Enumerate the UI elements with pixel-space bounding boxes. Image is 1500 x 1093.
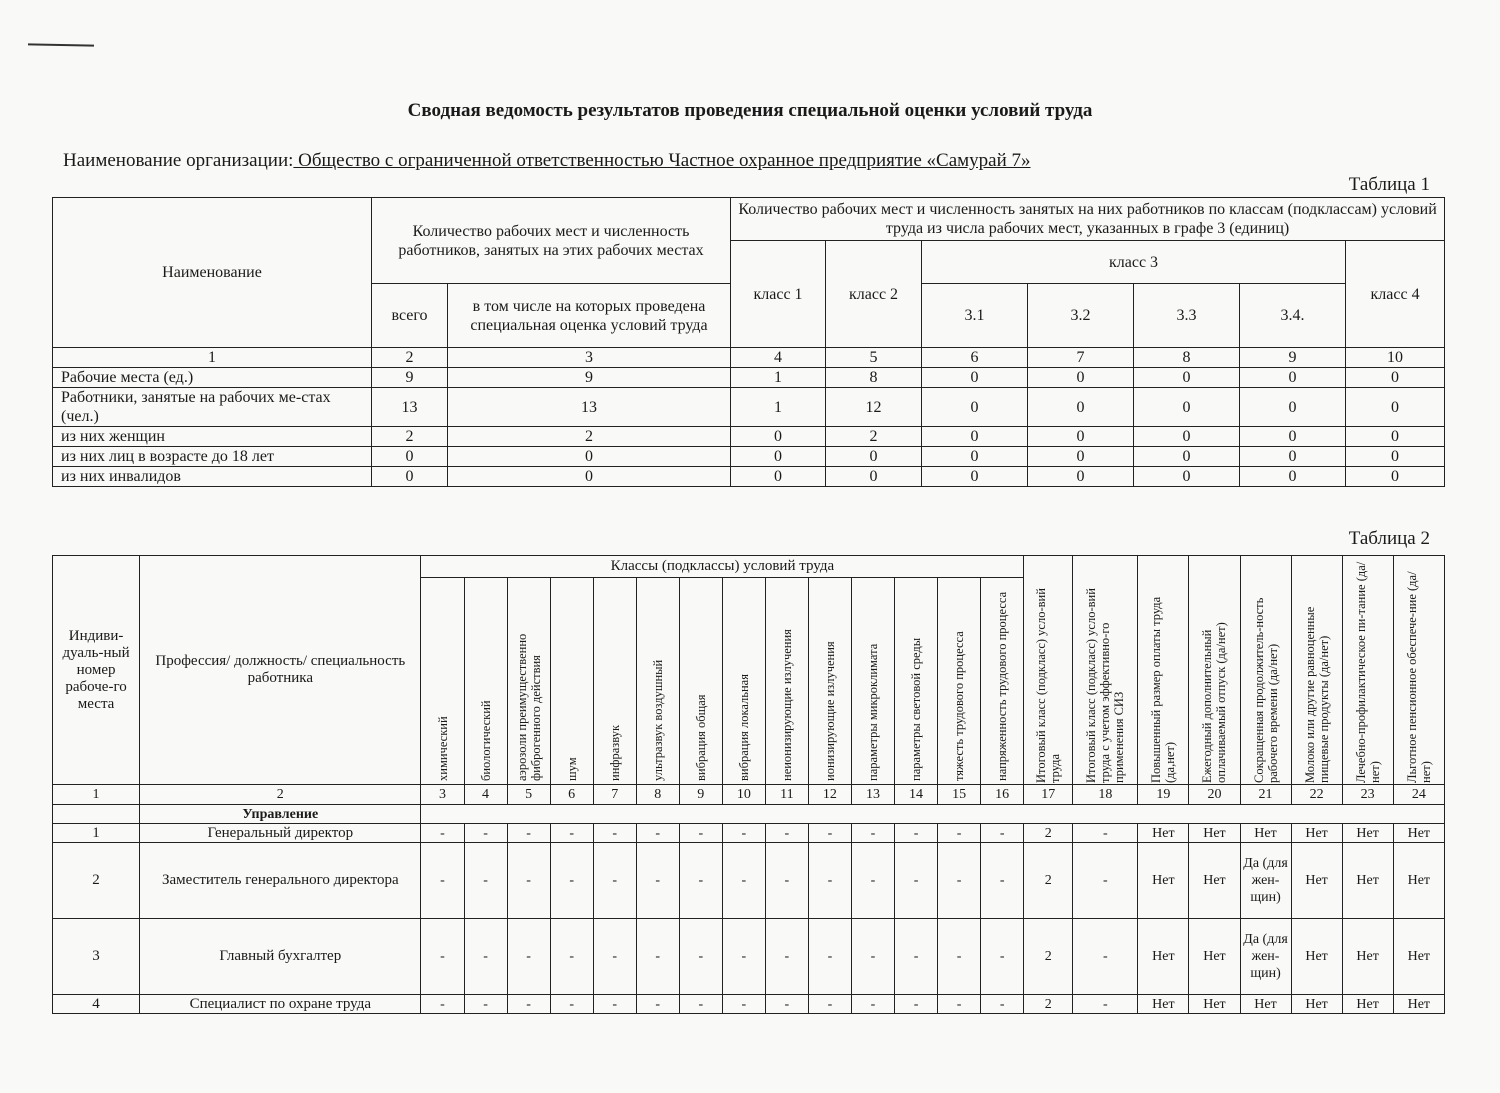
col-number: 3 bbox=[421, 785, 464, 805]
col-number: 1 bbox=[53, 785, 140, 805]
factor-class: - bbox=[550, 843, 593, 919]
benefit-value: Нет bbox=[1342, 995, 1393, 1014]
header-extra-text: Ежегодный дополнительный оплачиваемый отпуск (да/нет) bbox=[1200, 622, 1229, 783]
header-classes-group: Количество рабочих мест и численность занятых на них работников по классам (подклассам) условий труда из числа рабочих мест, указанных в графе 3 (единиц) bbox=[731, 198, 1445, 241]
header-factor-column bbox=[679, 578, 722, 785]
factor-class: - bbox=[550, 824, 593, 843]
row-value: 0 bbox=[1346, 447, 1445, 467]
factor-class: - bbox=[421, 919, 464, 995]
factor-class: - bbox=[895, 995, 938, 1014]
factor-class: - bbox=[938, 824, 981, 843]
col-number: 22 bbox=[1291, 785, 1342, 805]
header-factor-column bbox=[550, 578, 593, 785]
row-value: 0 bbox=[1028, 427, 1134, 447]
header-extra-column bbox=[1138, 556, 1189, 785]
row-value: 0 bbox=[1346, 467, 1445, 487]
factor-class: - bbox=[938, 843, 981, 919]
benefit-value: Нет bbox=[1189, 919, 1240, 995]
col-number: 1 bbox=[53, 348, 372, 368]
factor-class: - bbox=[636, 824, 679, 843]
row-value: 0 bbox=[1240, 427, 1346, 447]
final-class-siz: - bbox=[1073, 919, 1138, 995]
row-label: из них инвалидов bbox=[53, 467, 372, 487]
header-profession: Профессия/ должность/ специальность работника bbox=[140, 556, 421, 785]
row-value: 0 bbox=[922, 368, 1028, 388]
factor-class: - bbox=[593, 824, 636, 843]
header-assessed: в том числе на которых проведена специальная оценка условий труда bbox=[448, 284, 731, 348]
row-value: 0 bbox=[1346, 427, 1445, 447]
column-numbers-row bbox=[53, 785, 1445, 805]
factor-class: - bbox=[722, 995, 765, 1014]
factor-class: - bbox=[765, 919, 808, 995]
factor-class: - bbox=[808, 919, 851, 995]
benefit-value: Нет bbox=[1393, 995, 1444, 1014]
col-number: 7 bbox=[593, 785, 636, 805]
header-factor-text: тяжесть трудового процесса bbox=[952, 631, 967, 781]
header-workplaces-group: Количество рабочих мест и численность работников, занятых на этих рабочих местах bbox=[372, 198, 731, 284]
row-label: из них лиц в возрасте до 18 лет bbox=[53, 447, 372, 467]
row-value: 0 bbox=[1240, 368, 1346, 388]
factor-class: - bbox=[851, 919, 894, 995]
row-value: 0 bbox=[731, 427, 826, 447]
factor-class: - bbox=[421, 824, 464, 843]
factor-class: - bbox=[722, 919, 765, 995]
factor-class: - bbox=[808, 995, 851, 1014]
col-number: 16 bbox=[981, 785, 1024, 805]
header-factor-text: биологический bbox=[478, 700, 493, 781]
organization-line bbox=[63, 150, 1031, 172]
header-factor-text: ионизирующие излучения bbox=[822, 641, 837, 781]
factor-class: - bbox=[550, 995, 593, 1014]
workplace-profession: Заместитель генерального директора bbox=[140, 843, 421, 919]
factor-class: - bbox=[981, 995, 1024, 1014]
factor-class: - bbox=[722, 843, 765, 919]
summary-row bbox=[53, 388, 1445, 427]
row-value: 0 bbox=[1028, 467, 1134, 487]
row-value: 2 bbox=[372, 427, 448, 447]
factor-class: - bbox=[938, 995, 981, 1014]
row-value: 0 bbox=[1134, 447, 1240, 467]
workplace-id: 2 bbox=[53, 843, 140, 919]
factor-class: - bbox=[679, 843, 722, 919]
factor-class: - bbox=[421, 995, 464, 1014]
factor-class: - bbox=[593, 919, 636, 995]
benefit-value: Да (для жен-щин) bbox=[1240, 919, 1291, 995]
header-factor-text: параметры микроклимата bbox=[865, 643, 880, 781]
factor-class: - bbox=[636, 919, 679, 995]
factor-class: - bbox=[507, 824, 550, 843]
row-value: 0 bbox=[1240, 467, 1346, 487]
section-title: Управление bbox=[140, 805, 421, 824]
summary-row bbox=[53, 427, 1445, 447]
col-number: 20 bbox=[1189, 785, 1240, 805]
col-number: 5 bbox=[826, 348, 922, 368]
factor-class: - bbox=[464, 995, 507, 1014]
benefit-value: Нет bbox=[1240, 995, 1291, 1014]
header-extra-text: Итоговый класс (подкласс) усло-вий труда bbox=[1034, 588, 1063, 783]
organization-label: Наименование организации: bbox=[63, 150, 294, 171]
factor-class: - bbox=[507, 919, 550, 995]
factor-class: - bbox=[895, 919, 938, 995]
col-number: 6 bbox=[550, 785, 593, 805]
row-value: 0 bbox=[922, 427, 1028, 447]
row-value: 1 bbox=[731, 368, 826, 388]
header-class4: класс 4 bbox=[1346, 241, 1445, 348]
factor-class: - bbox=[636, 843, 679, 919]
row-value: 0 bbox=[1134, 388, 1240, 427]
benefit-value: Нет bbox=[1189, 843, 1240, 919]
col-number: 24 bbox=[1393, 785, 1444, 805]
factor-class: - bbox=[981, 843, 1024, 919]
col-number: 19 bbox=[1138, 785, 1189, 805]
header-factor-text: неионизирующие излучения bbox=[779, 629, 794, 781]
factor-class: - bbox=[808, 824, 851, 843]
header-extra-column bbox=[1189, 556, 1240, 785]
factor-class: - bbox=[765, 824, 808, 843]
row-value: 0 bbox=[448, 467, 731, 487]
header-subclass-3-2: 3.2 bbox=[1028, 284, 1134, 348]
col-number: 12 bbox=[808, 785, 851, 805]
row-value: 0 bbox=[372, 447, 448, 467]
workplace-profession: Специалист по охране труда bbox=[140, 995, 421, 1014]
header-factor-text: напряженность трудового процесса bbox=[995, 591, 1010, 781]
benefit-value: Нет bbox=[1138, 919, 1189, 995]
col-number: 6 bbox=[922, 348, 1028, 368]
header-class2: класс 2 bbox=[826, 241, 922, 348]
header-factor-text: параметры световой среды bbox=[909, 637, 924, 781]
workplace-id: 1 bbox=[53, 824, 140, 843]
col-number: 4 bbox=[464, 785, 507, 805]
header-factor-text: инфразвук bbox=[607, 724, 622, 781]
col-number: 10 bbox=[1346, 348, 1445, 368]
row-value: 0 bbox=[372, 467, 448, 487]
header-factor-text: вибрация локальная bbox=[736, 674, 751, 781]
col-number: 15 bbox=[938, 785, 981, 805]
header-extra-column bbox=[1073, 556, 1138, 785]
final-class: 2 bbox=[1024, 824, 1073, 843]
benefit-value: Нет bbox=[1138, 995, 1189, 1014]
row-value: 0 bbox=[1134, 427, 1240, 447]
benefit-value: Нет bbox=[1291, 843, 1342, 919]
factor-class: - bbox=[464, 919, 507, 995]
header-factor-column bbox=[507, 578, 550, 785]
row-value: 0 bbox=[1028, 447, 1134, 467]
row-label: из них женщин bbox=[53, 427, 372, 447]
factor-class: - bbox=[895, 824, 938, 843]
benefit-value: Нет bbox=[1291, 919, 1342, 995]
factor-class: - bbox=[464, 843, 507, 919]
col-number: 8 bbox=[636, 785, 679, 805]
row-value: 0 bbox=[1134, 467, 1240, 487]
summary-table bbox=[52, 197, 1445, 487]
factor-class: - bbox=[593, 843, 636, 919]
benefit-value: Нет bbox=[1342, 919, 1393, 995]
factor-class: - bbox=[679, 995, 722, 1014]
factor-class: - bbox=[895, 843, 938, 919]
benefit-value: Нет bbox=[1342, 843, 1393, 919]
benefit-value: Нет bbox=[1291, 995, 1342, 1014]
header-extra-column bbox=[1393, 556, 1444, 785]
benefit-value: Нет bbox=[1138, 824, 1189, 843]
header-total: всего bbox=[372, 284, 448, 348]
header-extra-column bbox=[1342, 556, 1393, 785]
table2-label: Таблица 2 bbox=[1348, 528, 1430, 549]
row-value: 12 bbox=[826, 388, 922, 427]
workplace-table bbox=[52, 555, 1445, 1014]
benefit-value: Нет bbox=[1291, 824, 1342, 843]
workplace-id: 4 bbox=[53, 995, 140, 1014]
header-factor-column bbox=[851, 578, 894, 785]
header-condition-classes: Классы (подклассы) условий труда bbox=[421, 556, 1024, 578]
benefit-value: Да (для жен-щин) bbox=[1240, 843, 1291, 919]
header-extra-column bbox=[1240, 556, 1291, 785]
header-factor-column bbox=[722, 578, 765, 785]
factor-class: - bbox=[464, 824, 507, 843]
row-value: 1 bbox=[731, 388, 826, 427]
header-factor-column bbox=[895, 578, 938, 785]
header-class1: класс 1 bbox=[731, 241, 826, 348]
col-number: 21 bbox=[1240, 785, 1291, 805]
scan-artifact-mark bbox=[28, 43, 94, 46]
header-factor-column bbox=[981, 578, 1024, 785]
col-number: 11 bbox=[765, 785, 808, 805]
summary-row bbox=[53, 467, 1445, 487]
factor-class: - bbox=[765, 843, 808, 919]
factor-class: - bbox=[507, 995, 550, 1014]
factor-class: - bbox=[938, 919, 981, 995]
benefit-value: Нет bbox=[1138, 843, 1189, 919]
row-value: 0 bbox=[731, 467, 826, 487]
benefit-value: Нет bbox=[1240, 824, 1291, 843]
factor-class: - bbox=[981, 824, 1024, 843]
benefit-value: Нет bbox=[1189, 824, 1240, 843]
final-class-siz: - bbox=[1073, 824, 1138, 843]
summary-row bbox=[53, 368, 1445, 388]
row-value: 0 bbox=[1346, 388, 1445, 427]
table1-label: Таблица 1 bbox=[1348, 174, 1430, 195]
header-extra-text: Молоко или другие равноценные пищевые продукты (да/нет) bbox=[1302, 606, 1331, 783]
row-value: 0 bbox=[731, 447, 826, 467]
header-factor-column bbox=[636, 578, 679, 785]
header-factor-column bbox=[421, 578, 464, 785]
document-title: Сводная ведомость результатов проведения специальной оценки условий труда bbox=[407, 100, 1093, 121]
header-factor-column bbox=[765, 578, 808, 785]
benefit-value: Нет bbox=[1189, 995, 1240, 1014]
header-subclass-3-3: 3.3 bbox=[1134, 284, 1240, 348]
col-number: 3 bbox=[448, 348, 731, 368]
factor-class: - bbox=[851, 995, 894, 1014]
factor-class: - bbox=[851, 824, 894, 843]
final-class: 2 bbox=[1024, 919, 1073, 995]
header-extra-column bbox=[1024, 556, 1073, 785]
row-label: Рабочие места (ед.) bbox=[53, 368, 372, 388]
col-number: 4 bbox=[731, 348, 826, 368]
final-class: 2 bbox=[1024, 995, 1073, 1014]
factor-class: - bbox=[636, 995, 679, 1014]
header-factor-text: ультразвук воздушный bbox=[650, 659, 665, 781]
factor-class: - bbox=[679, 919, 722, 995]
row-value: 0 bbox=[922, 467, 1028, 487]
factor-class: - bbox=[981, 919, 1024, 995]
header-subclass-3-4: 3.4. bbox=[1240, 284, 1346, 348]
row-value: 9 bbox=[448, 368, 731, 388]
header-extra-text: Сокращенная продолжитель-ность рабочего времени (да/нет) bbox=[1251, 597, 1280, 783]
header-factor-text: шум bbox=[564, 757, 579, 781]
workplace-row bbox=[53, 843, 1445, 919]
final-class-siz: - bbox=[1073, 843, 1138, 919]
factor-class: - bbox=[593, 995, 636, 1014]
col-number: 2 bbox=[140, 785, 421, 805]
factor-class: - bbox=[851, 843, 894, 919]
col-number: 13 bbox=[851, 785, 894, 805]
benefit-value: Нет bbox=[1342, 824, 1393, 843]
final-class: 2 bbox=[1024, 843, 1073, 919]
col-number: 14 bbox=[895, 785, 938, 805]
row-value: 2 bbox=[826, 427, 922, 447]
header-factor-text: аэрозоли преимущественно фиброгенного действия bbox=[514, 633, 543, 781]
header-extra-text: Повышенный размер оплаты труда (да,нет) bbox=[1149, 596, 1178, 783]
summary-row bbox=[53, 447, 1445, 467]
col-number: 7 bbox=[1028, 348, 1134, 368]
header-extra-text: Лечебно-профилактическое пи-тание (да/нет) bbox=[1353, 561, 1382, 783]
row-label: Работники, занятые на рабочих ме-стах (чел.) bbox=[53, 388, 372, 427]
header-extra-text: Льготное пенсионное обеспече-ние (да/нет) bbox=[1404, 571, 1433, 783]
workplace-row bbox=[53, 995, 1445, 1014]
row-value: 0 bbox=[826, 447, 922, 467]
row-value: 0 bbox=[1028, 368, 1134, 388]
row-value: 2 bbox=[448, 427, 731, 447]
column-numbers-row bbox=[53, 348, 1445, 368]
col-number: 8 bbox=[1134, 348, 1240, 368]
row-value: 0 bbox=[1240, 447, 1346, 467]
factor-class: - bbox=[808, 843, 851, 919]
factor-class: - bbox=[507, 843, 550, 919]
factor-class: - bbox=[765, 995, 808, 1014]
col-number: 18 bbox=[1073, 785, 1138, 805]
header-subclass-3-1: 3.1 bbox=[922, 284, 1028, 348]
row-value: 13 bbox=[372, 388, 448, 427]
row-value: 13 bbox=[448, 388, 731, 427]
final-class-siz: - bbox=[1073, 995, 1138, 1014]
row-value: 0 bbox=[826, 467, 922, 487]
workplace-row bbox=[53, 919, 1445, 995]
workplace-profession: Главный бухгалтер bbox=[140, 919, 421, 995]
header-factor-column bbox=[464, 578, 507, 785]
col-number: 2 bbox=[372, 348, 448, 368]
row-value: 0 bbox=[448, 447, 731, 467]
col-number: 23 bbox=[1342, 785, 1393, 805]
factor-class: - bbox=[550, 919, 593, 995]
row-value: 8 bbox=[826, 368, 922, 388]
organization-name: Общество с ограниченной ответственностью Частное охранное предприятие «Самурай 7» bbox=[293, 150, 1031, 171]
row-value: 9 bbox=[372, 368, 448, 388]
col-number: 9 bbox=[679, 785, 722, 805]
header-extra-text: Итоговый класс (подкласс) усло-вий труда с учетом эффективно-го применения СИЗ bbox=[1084, 588, 1127, 783]
header-factor-column bbox=[808, 578, 851, 785]
factor-class: - bbox=[679, 824, 722, 843]
benefit-value: Нет bbox=[1393, 824, 1444, 843]
header-factor-column bbox=[593, 578, 636, 785]
col-number: 9 bbox=[1240, 348, 1346, 368]
row-value: 0 bbox=[1028, 388, 1134, 427]
benefit-value: Нет bbox=[1393, 843, 1444, 919]
workplace-row bbox=[53, 824, 1445, 843]
factor-class: - bbox=[722, 824, 765, 843]
header-factor-text: вибрация общая bbox=[693, 694, 708, 781]
row-value: 0 bbox=[1134, 368, 1240, 388]
row-value: 0 bbox=[1346, 368, 1445, 388]
col-number: 5 bbox=[507, 785, 550, 805]
col-number: 17 bbox=[1024, 785, 1073, 805]
row-value: 0 bbox=[922, 388, 1028, 427]
benefit-value: Нет bbox=[1393, 919, 1444, 995]
header-extra-column bbox=[1291, 556, 1342, 785]
header-factor-text: химический bbox=[435, 716, 450, 781]
workplace-id: 3 bbox=[53, 919, 140, 995]
header-factor-column bbox=[938, 578, 981, 785]
workplace-profession: Генеральный директор bbox=[140, 824, 421, 843]
row-value: 0 bbox=[1240, 388, 1346, 427]
header-class3: класс 3 bbox=[922, 241, 1346, 284]
row-value: 0 bbox=[922, 447, 1028, 467]
header-workplace-id: Индиви-дуаль-ный номер рабоче-го места bbox=[53, 556, 140, 785]
col-number: 10 bbox=[722, 785, 765, 805]
factor-class: - bbox=[421, 843, 464, 919]
header-name: Наименование bbox=[53, 198, 372, 348]
